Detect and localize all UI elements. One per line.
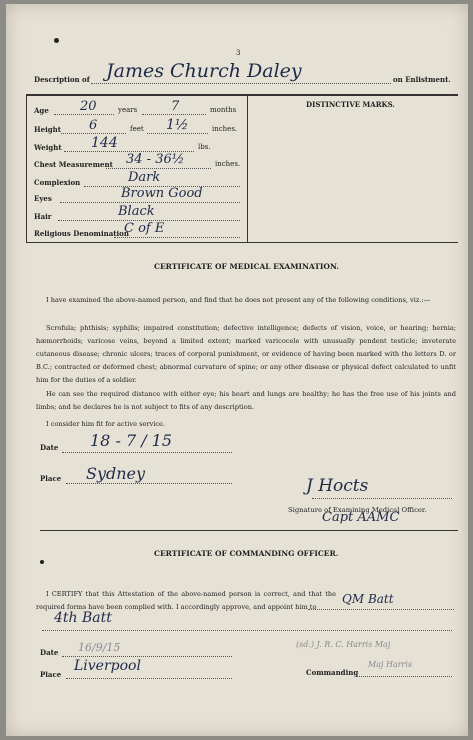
age-months-value: 7 (171, 99, 180, 114)
complexion-label: Complexion (34, 178, 81, 187)
medical-date-label: Date (40, 443, 59, 452)
co-signature-stamp: (sd.) J. R. C. Harris Maj (296, 640, 391, 649)
complexion-value: Dark (128, 170, 161, 185)
commanding-value: Maj Harris (368, 660, 413, 669)
inches-label: inches. (212, 125, 238, 133)
section-divider (40, 530, 458, 531)
signature-line (312, 498, 452, 499)
height-feet-value: 6 (89, 118, 98, 133)
box-divider-rule (247, 94, 248, 243)
attestation-page (6, 4, 468, 736)
age-months-line (142, 114, 206, 115)
chest-inches-label: inches. (215, 160, 241, 168)
eyes-value: Brown Good (121, 186, 203, 201)
age-years-line (54, 114, 114, 115)
chest-line (106, 168, 211, 169)
medical-heading: CERTIFICATE OF MEDICAL EXAMINATION. (154, 262, 339, 271)
medical-place-label: Place (40, 474, 62, 483)
box-bottom-rule (26, 242, 458, 243)
punch-hole (54, 38, 59, 43)
commanding-date-value: 16/9/15 (78, 641, 121, 654)
signature-label: Signature of Examining Medical Officer. (288, 506, 427, 514)
unit-value: 4th Batt (54, 610, 112, 626)
age-years-value: 20 (80, 99, 97, 114)
punch-hole (40, 560, 44, 564)
height-inches-value: 1½ (166, 117, 189, 133)
chest-value: 34 - 36½ (126, 152, 185, 167)
box-left-rule (26, 94, 27, 243)
commanding-para: I CERTIFY that this Attestation of the above-named person is correct, and that the required forms have been complied with. I accordingly approve, and appoint him to (36, 590, 336, 611)
medical-para-1: I have examined the above-named person, and find that he does not present any of the following conditions, viz.:— (46, 296, 431, 304)
eyes-line (60, 202, 240, 203)
eyes-label: Eyes (34, 194, 52, 203)
religion-line (114, 237, 240, 238)
lbs-label: lbs. (198, 143, 211, 151)
hair-label: Hair (34, 212, 52, 221)
medical-officer-signature: J Hocts (306, 476, 369, 496)
medical-place-line (66, 483, 232, 484)
appointment-line (308, 609, 454, 610)
medical-place-value: Sydney (86, 464, 146, 483)
commanding-place-line (66, 678, 232, 679)
medical-officer-rank: Capt AAMC (322, 510, 400, 525)
commanding-label: Commanding (306, 668, 359, 677)
commanding-place-value: Liverpool (74, 658, 141, 674)
appointment-value: QM Batt (342, 592, 394, 606)
commanding-date-label: Date (40, 648, 59, 657)
years-label: years (118, 106, 138, 114)
height-label: Height (34, 125, 61, 134)
box-top-rule (26, 94, 458, 96)
medical-para-3: He can see the required distance with either eye; his heart and lungs are healthy; he has the free use of his joints and limbs; and he declares he is not subject to fits of any description. (36, 390, 456, 411)
description-label: Description of (34, 75, 90, 84)
medical-para-2: Scrofula; phthisis; syphilis; impaired constitution; defective intelligence; defects of vision, voice, or hearing; hernia; hæmorrhoids; varicose veins, beyond a limited extent; marked varicocele with unusually pendent testicle; inveterate cutaneous disease; chronic ulcers; traces of corporal punishment, or evidence of having been marked with the letters D. or B.C.; contracted or deformed chest; abnormal curvature of spine; or any other disease or physical defect calculated to unfit him for the duties of a soldier. (36, 324, 456, 384)
chest-label: Chest Measurement (34, 160, 113, 169)
weight-label: Weight (34, 143, 62, 152)
height-feet-line (61, 133, 126, 134)
commanding-line (356, 676, 452, 677)
religion-value: C of E (124, 221, 165, 236)
description-dotted-line (91, 83, 391, 84)
hair-value: Black (118, 204, 155, 219)
medical-date-value: 18 - 7 / 15 (90, 431, 173, 450)
height-inches-line (147, 133, 208, 134)
age-label: Age (34, 106, 49, 115)
feet-label: feet (130, 125, 144, 133)
months-label: months (210, 106, 237, 114)
distinctive-marks-label: DISTINCTIVE MARKS. (306, 100, 395, 109)
description-label-right: on Enlistment. (393, 75, 451, 84)
unit-line (42, 630, 452, 631)
commanding-date-line (62, 656, 232, 657)
religion-label: Religious Denomination (34, 229, 129, 238)
recruit-name: James Church Daley (106, 60, 302, 82)
commanding-heading: CERTIFICATE OF COMMANDING OFFICER. (154, 549, 339, 558)
weight-value: 144 (91, 135, 118, 151)
commanding-place-label: Place (40, 670, 62, 679)
medical-para-4: I consider him fit for active service. (46, 420, 166, 428)
page-number: 3 (236, 49, 241, 57)
medical-date-line (62, 452, 232, 453)
